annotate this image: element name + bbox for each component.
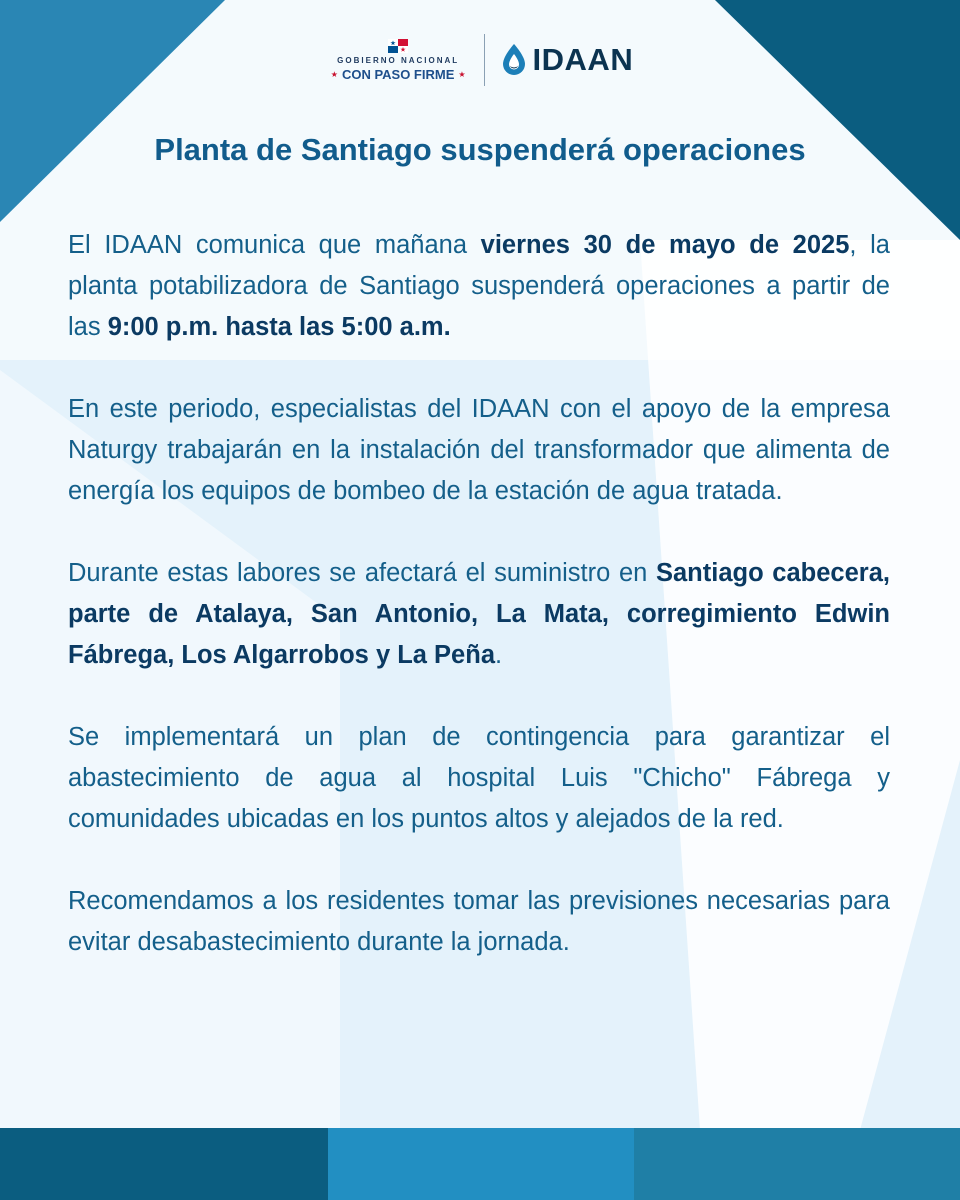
affected-areas-list: Santiago cabecera, parte de Atalaya, San Antonio, La Mata, corregimiento Edwin Fábrega, Los Algarrobos y La Peña — [68, 559, 890, 669]
schedule-text-2: , la planta potabilizadora de Santiago suspenderá operaciones a partir de las — [68, 231, 890, 341]
footer-segment-right — [634, 1128, 960, 1200]
header — [0, 28, 960, 92]
panama-flag-icon — [388, 39, 408, 53]
government-logo — [327, 39, 470, 82]
paragraph-recommendation: Recomendamos a los residentes tomar las previsiones necesarias para evitar desabastecimiento durante la jornada. — [68, 887, 890, 956]
paragraph-work-details: En este periodo, especialistas del IDAAN con el apoyo de la empresa Naturgy trabajarán en la instalación del transformador que alimenta de energía los equipos de bombeo de la estación de agua tratada. — [68, 395, 890, 505]
government-label: GOBIERNO NACIONAL — [337, 55, 460, 65]
paragraph-contingency: Se implementará un plan de contingencia para garantizar el abastecimiento de agua al hospital Luis "Chicho" Fábrega y comunidades ubicadas en los puntos altos y alejados de la red. — [68, 723, 890, 833]
footer-bar — [0, 1128, 960, 1200]
water-drop-logo-icon — [499, 42, 529, 78]
star-icon: ★ — [458, 69, 466, 79]
government-slogan — [327, 67, 470, 82]
brand-name: IDAAN — [532, 42, 634, 77]
logo-divider — [484, 34, 485, 86]
schedule-date: viernes 30 de mayo de 2025 — [480, 231, 850, 259]
schedule-hours: 9:00 p.m. hasta las 5:00 a.m. — [107, 313, 451, 341]
schedule-text-1: El IDAAN comunica que mañana — [68, 231, 481, 259]
paragraph-schedule — [68, 225, 890, 348]
slogan-text: CON PASO FIRME — [341, 66, 455, 82]
footer-segment-middle — [328, 1128, 634, 1200]
paragraph-affected-areas — [68, 553, 890, 676]
idaan-logo — [499, 42, 634, 78]
affected-text-2: . — [495, 641, 503, 669]
announcement-body — [68, 225, 890, 1004]
affected-text-1: Durante estas labores se afectará el suministro en — [68, 559, 656, 587]
page-title: Planta de Santiago suspenderá operaciones — [154, 132, 806, 167]
star-icon: ★ — [330, 69, 338, 79]
footer-segment-left — [0, 1128, 328, 1200]
